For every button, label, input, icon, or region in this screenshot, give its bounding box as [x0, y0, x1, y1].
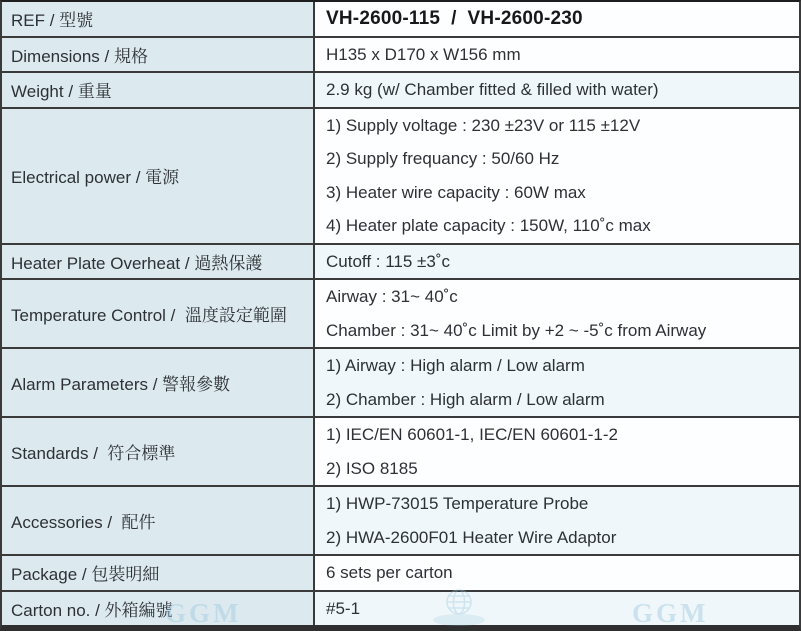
row-label: Accessories / 配件 — [2, 487, 315, 554]
watermark-text: GGM — [632, 598, 709, 628]
row-label: Carton no. / 外箱編號 — [2, 592, 315, 626]
model-number: VH-2600-115 / VH-2600-230 — [326, 8, 583, 29]
table-row — [2, 485, 799, 554]
row-label: Alarm Parameters / 警報參數 — [2, 349, 315, 416]
table-row — [2, 590, 799, 626]
table-row — [2, 416, 799, 485]
row-label: Dimensions / 規格 — [2, 38, 315, 72]
row-label: REF / 型號 — [2, 2, 315, 36]
watermark-text: GGM — [165, 598, 242, 628]
table-row — [2, 36, 799, 72]
row-label: Temperature Control / 溫度設定範圍 — [2, 280, 315, 347]
row-value: 6 sets per carton — [315, 556, 799, 590]
row-value — [315, 2, 799, 36]
row-value: Airway : 31~ 40˚c Chamber : 31~ 40˚c Limit by +2 ~ -5˚c from Airway — [315, 280, 799, 347]
row-value: 1) Supply voltage : 230 ±23V or 115 ±12V 2) Supply frequancy : 50/60 Hz 3) Heater wire capacity : 60W max 4) Heater plate capacity : 150W, 110˚c max — [315, 109, 799, 243]
row-value: 1) IEC/EN 60601-1, IEC/EN 60601-1-2 2) ISO 8185 — [315, 418, 799, 485]
row-value: #5-1 — [315, 592, 799, 626]
table-row — [2, 243, 799, 279]
row-label: Heater Plate Overheat / 過熱保護 — [2, 245, 315, 279]
table-row — [2, 71, 799, 107]
row-label: Standards / 符合標準 — [2, 418, 315, 485]
row-value: H135 x D170 x W156 mm — [315, 38, 799, 72]
row-value: 2.9 kg (w/ Chamber fitted & filled with water) — [315, 73, 799, 107]
row-label: Package / 包裝明細 — [2, 556, 315, 590]
table-row — [2, 2, 799, 36]
row-label: Weight / 重量 — [2, 73, 315, 107]
table-row — [2, 554, 799, 590]
table-row — [2, 347, 799, 416]
table-row — [2, 107, 799, 243]
row-value: Cutoff : 115 ±3˚c — [315, 245, 799, 279]
row-label: Electrical power / 電源 — [2, 109, 315, 243]
table-row — [2, 278, 799, 347]
row-value: 1) Airway : High alarm / Low alarm 2) Chamber : High alarm / Low alarm — [315, 349, 799, 416]
row-value: 1) HWP-73015 Temperature Probe 2) HWA-2600F01 Heater Wire Adaptor — [315, 487, 799, 554]
